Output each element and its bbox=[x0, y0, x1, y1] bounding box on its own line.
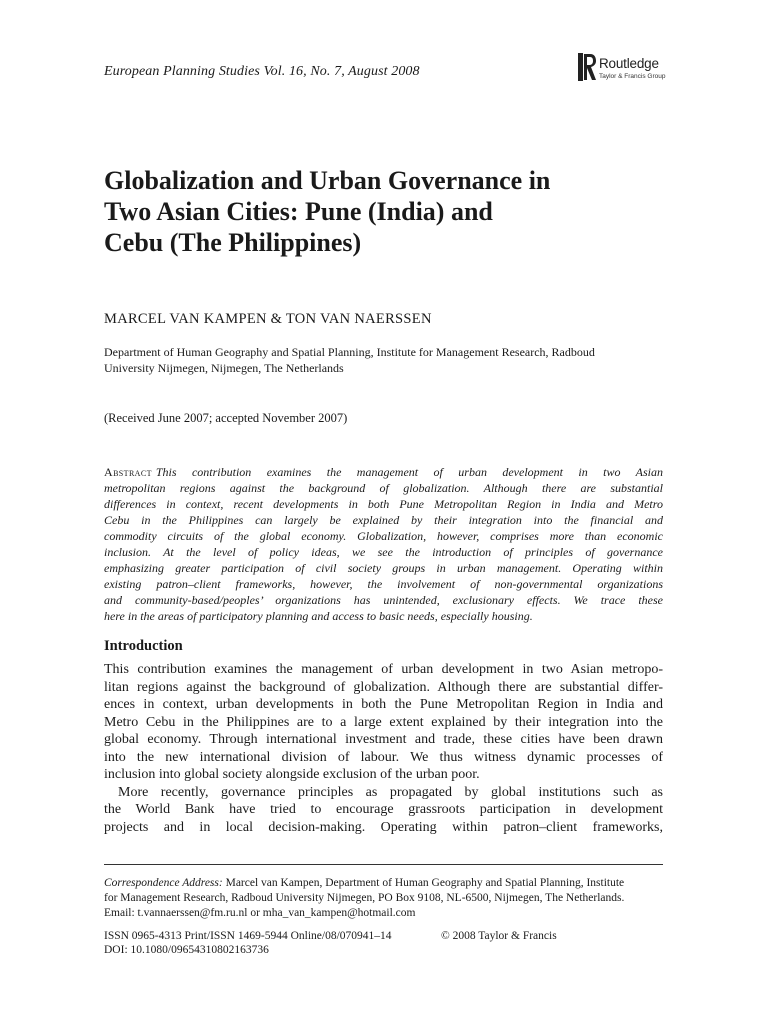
publisher-subtitle: Taylor & Francis Group bbox=[599, 73, 666, 80]
publisher-name: Routledge bbox=[599, 56, 659, 71]
affiliation bbox=[104, 344, 595, 376]
body-line: ences in context, urban developments in both the Pune Metropolitan Region in India and bbox=[104, 697, 663, 712]
abstract-line: metropolitan regions against the background of globalization. Although there are substantial bbox=[104, 481, 663, 495]
abstract-line: here in the areas of participatory planning and access to basic needs, especially housing. bbox=[104, 609, 533, 623]
authors: MARCEL VAN KAMPEN & TON VAN NAERSSEN bbox=[104, 311, 432, 327]
abstract-line: inclusion. At the level of policy ideas, we see the introduction of principles of governance bbox=[104, 545, 663, 559]
footnote-divider bbox=[104, 864, 663, 865]
abstract-line: Abstract This contribution examines the management of urban development in two Asian bbox=[104, 465, 663, 479]
abstract-line: differences in context, recent developments in both Pune Metropolitan Region in India and Metro bbox=[104, 497, 663, 511]
received-dates: (Received June 2007; accepted November 2007) bbox=[104, 411, 348, 425]
section-heading: Introduction bbox=[104, 638, 183, 654]
abstract-line: emphasizing greater participation of civil society groups in urban management. Operating within bbox=[104, 561, 663, 575]
doi: DOI: 10.1080/09654310802163736 bbox=[104, 944, 269, 956]
body-line: into the new international division of labour. We thus witness dynamic processes of bbox=[104, 749, 663, 765]
body-line: litan regions against the background of globalization. Although there are substantial differ- bbox=[104, 679, 663, 695]
body-line: the World Bank have tried to encourage grassroots participation in development bbox=[104, 802, 663, 817]
footnote-line: Correspondence Address: Marcel van Kampen, Department of Human Geography and Spatial Planning, Institute bbox=[104, 877, 625, 889]
correspondence-footnote bbox=[104, 876, 624, 921]
title-line: Two Asian Cities: Pune (India) and bbox=[104, 197, 493, 226]
footnote-line: Email: t.vannaerssen@fm.ru.nl or mha_van_kampen@hotmail.com bbox=[104, 907, 416, 919]
body-line: global economy. Through international investment and trade, these cities have been drawn bbox=[104, 732, 663, 747]
copyright-notice: © 2008 Taylor & Francis bbox=[441, 930, 557, 942]
title-line: Globalization and Urban Governance in bbox=[104, 166, 551, 195]
body-line: inclusion into global society alongside exclusion of the urban poor. bbox=[104, 767, 480, 782]
abstract bbox=[104, 464, 663, 624]
body-line: Metro Cebu in the Philippines are to a large extent explained by their integration into the bbox=[104, 714, 663, 730]
abstract-line: and community-based/peoples’ organizations has unintended, exclusionary effects. We trace these bbox=[104, 593, 663, 607]
journal-citation: European Planning Studies Vol. 16, No. 7, August 2008 bbox=[104, 64, 420, 79]
footnote-line: for Management Research, Radboud University Nijmegen, PO Box 9108, NL-6500, Nijmegen, The Netherlands. bbox=[104, 892, 625, 904]
body-line: This contribution examines the management of urban development in two Asian metropo- bbox=[104, 662, 663, 677]
issn: ISSN 0965-4313 Print/ISSN 1469-5944 Online/08/070941–14 bbox=[104, 930, 392, 942]
article-title bbox=[104, 165, 684, 258]
affiliation-line: Department of Human Geography and Spatial Planning, Institute for Management Research, Radboud bbox=[104, 345, 595, 359]
abstract-label: Abstract bbox=[104, 465, 152, 479]
article-identifiers bbox=[104, 929, 392, 957]
abstract-line: commodity circuits of the global economy. Globalization, however, comprises more than economic bbox=[104, 529, 663, 543]
body-line: projects and in local decision-making. Operating within patron–client frameworks, bbox=[104, 819, 663, 835]
abstract-line: existing patron–client frameworks, however, the involvement of non-governmental organizations bbox=[104, 577, 663, 591]
body-line: More recently, governance principles as propagated by global institutions such as bbox=[118, 784, 663, 800]
affiliation-line: University Nijmegen, Nijmegen, The Netherlands bbox=[104, 361, 344, 375]
title-line: Cebu (The Philippines) bbox=[104, 228, 362, 257]
abstract-line: Cebu in the Philippines can largely be explained by their integration into the financial and bbox=[104, 513, 663, 527]
publisher-logo bbox=[577, 52, 687, 86]
footnote-label: Correspondence Address: bbox=[104, 877, 223, 889]
routledge-logo-icon bbox=[577, 52, 597, 82]
body-text bbox=[104, 661, 663, 836]
